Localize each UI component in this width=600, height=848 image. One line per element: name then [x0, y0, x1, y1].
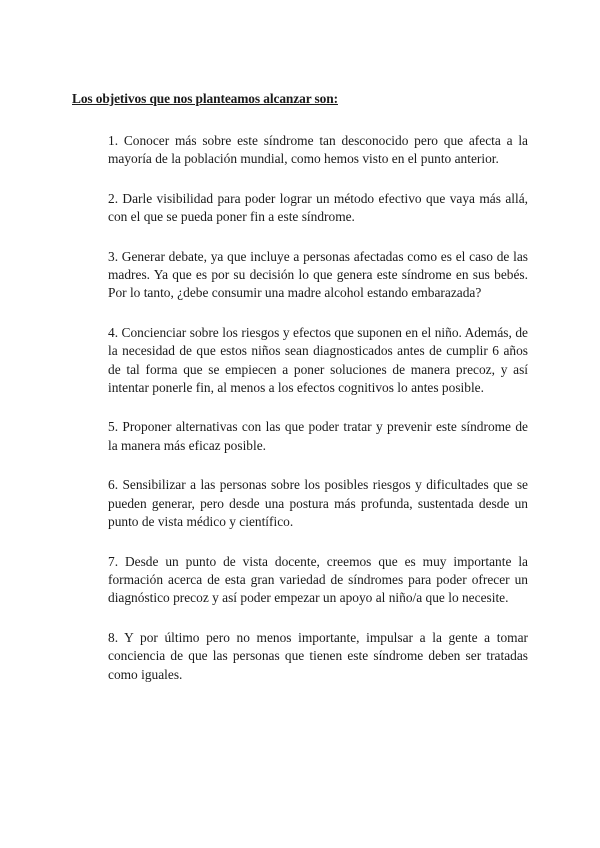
objective-item-4: 4. Concienciar sobre los riesgos y efectos que suponen en el niño. Además, de la necesidad de que estos niños sean diagnosticados antes de cumplir 6 años de tal forma que se empiecen a poner soluciones de manera precoz, y así intentar ponerle fin, al menos a los efectos cognitivos lo antes posible. — [108, 324, 528, 396]
objectives-list — [108, 132, 528, 684]
section-heading: Los objetivos que nos planteamos alcanzar son: — [72, 91, 338, 106]
objective-item-2: 2. Darle visibilidad para poder lograr un método efectivo que vaya más allá, con el que se pueda poner fin a este síndrome. — [108, 190, 528, 225]
objective-item-6: 6. Sensibilizar a las personas sobre los posibles riesgos y dificultades que se pueden generar, pero desde una postura más profunda, sustentada desde un punto de vista médico y científico. — [108, 477, 528, 530]
objective-item-5: 5. Proponer alternativas con las que poder tratar y prevenir este síndrome de la manera más eficaz posible. — [108, 419, 528, 453]
objective-item-3: 3. Generar debate, ya que incluye a personas afectadas como es el caso de las madres. Ya que es por su decisión lo que genera este síndrome en sus bebés. Por lo tanto, ¿debe consumir una madre alcohol estando embarazada? — [108, 248, 528, 301]
objective-item-8: 8. Y por último pero no menos importante, impulsar a la gente a tomar conciencia de que las personas que tienen este síndrome deben ser tratadas como iguales. — [108, 629, 528, 682]
objective-item-1: 1. Conocer más sobre este síndrome tan desconocido pero que afecta a la mayoría de la población mundial, como hemos visto en el punto anterior. — [108, 133, 528, 167]
objective-item-7: 7. Desde un punto de vista docente, creemos que es muy importante la formación acerca de esta gran variedad de síndromes para poder ofrecer un diagnóstico precoz y así poder empezar un apoyo al niño/a que lo necesite. — [108, 553, 528, 606]
